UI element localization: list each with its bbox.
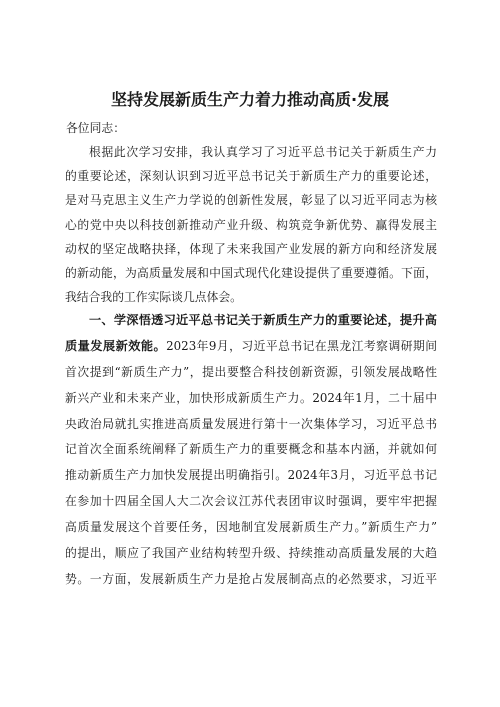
body-line: 的新动能，为高质量发展和中国式现代化建设提供了重要遵循。下面， [65, 265, 437, 280]
body-line: 心的党中央以科技创新推动产业升级、构筑竞争新优势、赢得发展主 [65, 217, 437, 232]
body-line: 在参加十四届全国人大二次会议江苏代表团审议时强调，要牢牢把握 [65, 494, 437, 509]
body-line [65, 334, 437, 360]
body-line: 记首次全面系统阐释了新质生产力的重要概念和基本内涵，并就如何 [65, 442, 437, 457]
paragraph-1 [65, 140, 437, 309]
paragraph-2 [65, 308, 437, 593]
body-line: 的提出，顺应了我国产业结构转型升级、持续推动高质量发展的大趋 [65, 546, 437, 561]
body-text: 2023年9月，习近平总书记在黑龙江考察调研期间 [166, 338, 437, 353]
section-heading-tail: 质量发展新效能。 [65, 338, 167, 353]
document-title: 坚持发展新质生产力着力推动高质·发展 [110, 90, 390, 109]
body-line: 高质量发展这个首要任务，因地制宜发展新质生产力。”新质生产力” [65, 520, 437, 535]
body-line: 央政治局就扎实推进高质量发展进行第十一次集体学习，习近平总书 [65, 416, 437, 431]
body-line: 势。一方面，发展新质生产力是抢占发展制高点的必然要求，习近平 [65, 571, 437, 586]
body-line: 我结合我的工作实际谈几点体会。 [65, 290, 242, 305]
body-line: 动权的坚定战略抉择，体现了未来我国产业发展的新方向和经济发展 [65, 241, 437, 256]
body-line: 推动新质生产力加快发展提出明确指引。2024年3月，习近平总书记 [65, 468, 437, 483]
body-line: 是对马克思主义生产力学说的创新性发展，彰显了以习近平同志为核 [65, 193, 437, 208]
body-line: 新兴产业和未来产业，加快形成新质生产力。2024年1月，二十届中 [65, 390, 437, 405]
body-line: 根据此次学习安排，我认真学习了习近平总书记关于新质生产力 [89, 145, 437, 159]
greeting: 各位同志： [66, 121, 125, 135]
section-heading-line: 一、学深悟透习近平总书记关于新质生产力的重要论述，提升高 [89, 313, 437, 327]
body-line: 的重要论述，深刻认识到习近平总书记关于新质生产力的重要论述， [65, 169, 437, 184]
body-line: 首次提到“新质生产力”，提出要整合科技创新资源，引领发展战略性 [65, 364, 437, 379]
